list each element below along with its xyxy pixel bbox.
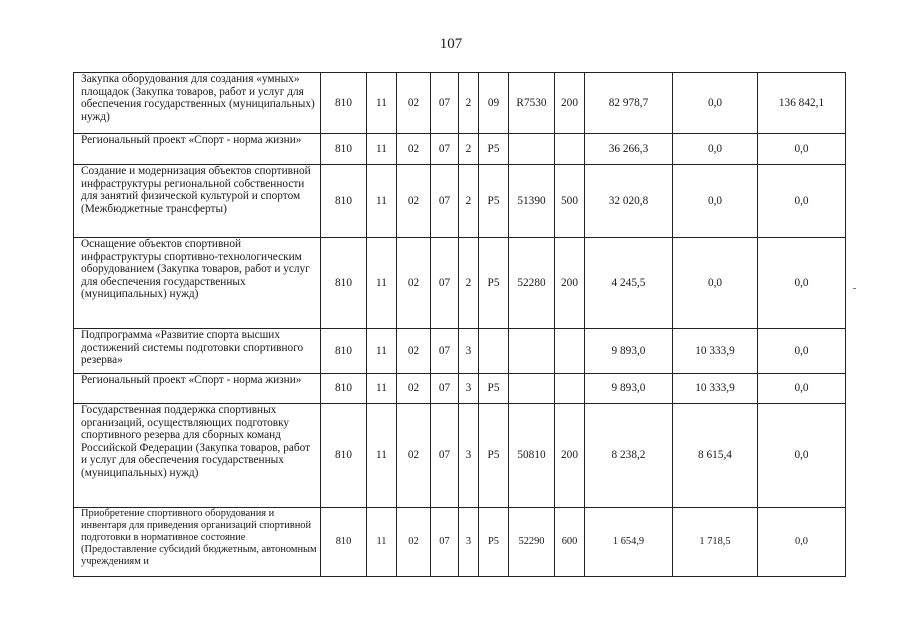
cell-ministry: 810 — [321, 238, 367, 329]
cell-program: 07 — [431, 374, 459, 404]
cell-program: 07 — [431, 238, 459, 329]
cell-section: 11 — [367, 508, 397, 577]
table-row — [74, 134, 846, 165]
cell-ministry: 810 — [321, 508, 367, 577]
row-name: Создание и модернизация объектов спортивной инфраструктуры региональной собственности для занятий физической культурой и спортом (Межбюджетные трансферты) — [74, 165, 321, 238]
cell-event: P5 — [479, 134, 509, 165]
cell-ministry: 810 — [321, 134, 367, 165]
row-name: Региональный проект «Спорт - норма жизни» — [74, 374, 321, 404]
cell-expense-type: 200 — [555, 238, 585, 329]
cell-amount-3: 0,0 — [758, 374, 846, 404]
cell-direction: 51390 — [509, 165, 555, 238]
cell-section: 11 — [367, 374, 397, 404]
cell-direction — [509, 329, 555, 374]
cell-direction: 52280 — [509, 238, 555, 329]
cell-amount-2: 8 615,4 — [673, 404, 758, 508]
cell-direction — [509, 134, 555, 165]
cell-direction: 50810 — [509, 404, 555, 508]
cell-amount-1: 8 238,2 — [585, 404, 673, 508]
cell-subprogram: 3 — [459, 508, 479, 577]
cell-amount-2: 1 718,5 — [673, 508, 758, 577]
cell-expense-type: 600 — [555, 508, 585, 577]
cell-amount-3: 0,0 — [758, 238, 846, 329]
cell-direction: 52290 — [509, 508, 555, 577]
scan-speck — [853, 288, 856, 289]
cell-subprogram: 2 — [459, 238, 479, 329]
table-row — [74, 508, 846, 577]
cell-program: 07 — [431, 508, 459, 577]
row-name: Подпрограмма «Развитие спорта высших достижений системы подготовки спортивного резерва» — [74, 329, 321, 374]
cell-expense-type — [555, 329, 585, 374]
cell-amount-2: 0,0 — [673, 73, 758, 134]
cell-amount-1: 82 978,7 — [585, 73, 673, 134]
cell-event: P5 — [479, 165, 509, 238]
cell-program: 07 — [431, 134, 459, 165]
cell-subprogram: 3 — [459, 404, 479, 508]
cell-subprogram: 2 — [459, 73, 479, 134]
cell-expense-type: 200 — [555, 73, 585, 134]
cell-amount-2: 0,0 — [673, 165, 758, 238]
cell-expense-type: 500 — [555, 165, 585, 238]
cell-subsection: 02 — [397, 329, 431, 374]
cell-subprogram: 2 — [459, 134, 479, 165]
cell-amount-1: 1 654,9 — [585, 508, 673, 577]
cell-ministry: 810 — [321, 404, 367, 508]
cell-section: 11 — [367, 329, 397, 374]
cell-ministry: 810 — [321, 329, 367, 374]
cell-amount-1: 4 245,5 — [585, 238, 673, 329]
budget-table — [73, 72, 846, 577]
cell-subprogram: 3 — [459, 374, 479, 404]
cell-event: P5 — [479, 238, 509, 329]
cell-subsection: 02 — [397, 374, 431, 404]
cell-amount-2: 0,0 — [673, 238, 758, 329]
cell-subprogram: 3 — [459, 329, 479, 374]
cell-expense-type — [555, 374, 585, 404]
table-row — [74, 374, 846, 404]
table-row — [74, 73, 846, 134]
cell-amount-3: 0,0 — [758, 329, 846, 374]
row-name: Государственная поддержка спортивных организаций, осуществляющих подготовку спортивного резерва для сборных команд Российской Федерации (Закупка товаров, работ и услуг для обеспечения государственных (муниципальных) нужд) — [74, 404, 321, 508]
cell-event: P5 — [479, 374, 509, 404]
cell-amount-1: 36 266,3 — [585, 134, 673, 165]
table-row — [74, 238, 846, 329]
cell-amount-2: 10 333,9 — [673, 329, 758, 374]
cell-subsection: 02 — [397, 508, 431, 577]
cell-subsection: 02 — [397, 134, 431, 165]
cell-section: 11 — [367, 134, 397, 165]
cell-amount-1: 9 893,0 — [585, 374, 673, 404]
cell-ministry: 810 — [321, 374, 367, 404]
cell-section: 11 — [367, 73, 397, 134]
cell-section: 11 — [367, 238, 397, 329]
cell-subsection: 02 — [397, 73, 431, 134]
cell-event: P5 — [479, 404, 509, 508]
cell-subsection: 02 — [397, 238, 431, 329]
cell-direction: R7530 — [509, 73, 555, 134]
table-row — [74, 165, 846, 238]
page-number: 107 — [439, 36, 463, 52]
cell-subsection: 02 — [397, 404, 431, 508]
cell-amount-2: 10 333,9 — [673, 374, 758, 404]
row-name: Оснащение объектов спортивной инфраструктуры спортивно-технологическим оборудованием (Закупка товаров, работ и услуг для обеспечения государственных (муниципальных) нужд) — [74, 238, 321, 329]
cell-amount-3: 0,0 — [758, 165, 846, 238]
cell-event: 09 — [479, 73, 509, 134]
table-row — [74, 404, 846, 508]
cell-event: P5 — [479, 508, 509, 577]
cell-amount-2: 0,0 — [673, 134, 758, 165]
cell-section: 11 — [367, 165, 397, 238]
cell-amount-3: 0,0 — [758, 508, 846, 577]
cell-amount-3: 0,0 — [758, 404, 846, 508]
cell-program: 07 — [431, 404, 459, 508]
cell-expense-type — [555, 134, 585, 165]
row-name: Приобретение спортивного оборудования и инвентаря для приведения организаций спортивной подготовки в нормативное состояние (Предоставление субсидий бюджетным, автономным учреждениям и — [74, 508, 321, 577]
cell-subsection: 02 — [397, 165, 431, 238]
cell-event — [479, 329, 509, 374]
cell-program: 07 — [431, 73, 459, 134]
cell-amount-1: 32 020,8 — [585, 165, 673, 238]
cell-ministry: 810 — [321, 73, 367, 134]
cell-section: 11 — [367, 404, 397, 508]
cell-subprogram: 2 — [459, 165, 479, 238]
cell-expense-type: 200 — [555, 404, 585, 508]
table-row — [74, 329, 846, 374]
cell-ministry: 810 — [321, 165, 367, 238]
cell-amount-3: 136 842,1 — [758, 73, 846, 134]
cell-program: 07 — [431, 165, 459, 238]
cell-program: 07 — [431, 329, 459, 374]
cell-direction — [509, 374, 555, 404]
row-name: Региональный проект «Спорт - норма жизни» — [74, 134, 321, 165]
cell-amount-3: 0,0 — [758, 134, 846, 165]
row-name: Закупка оборудования для создания «умных» площадок (Закупка товаров, работ и услуг для обеспечения государственных (муниципальных) нужд) — [74, 73, 321, 134]
cell-amount-1: 9 893,0 — [585, 329, 673, 374]
